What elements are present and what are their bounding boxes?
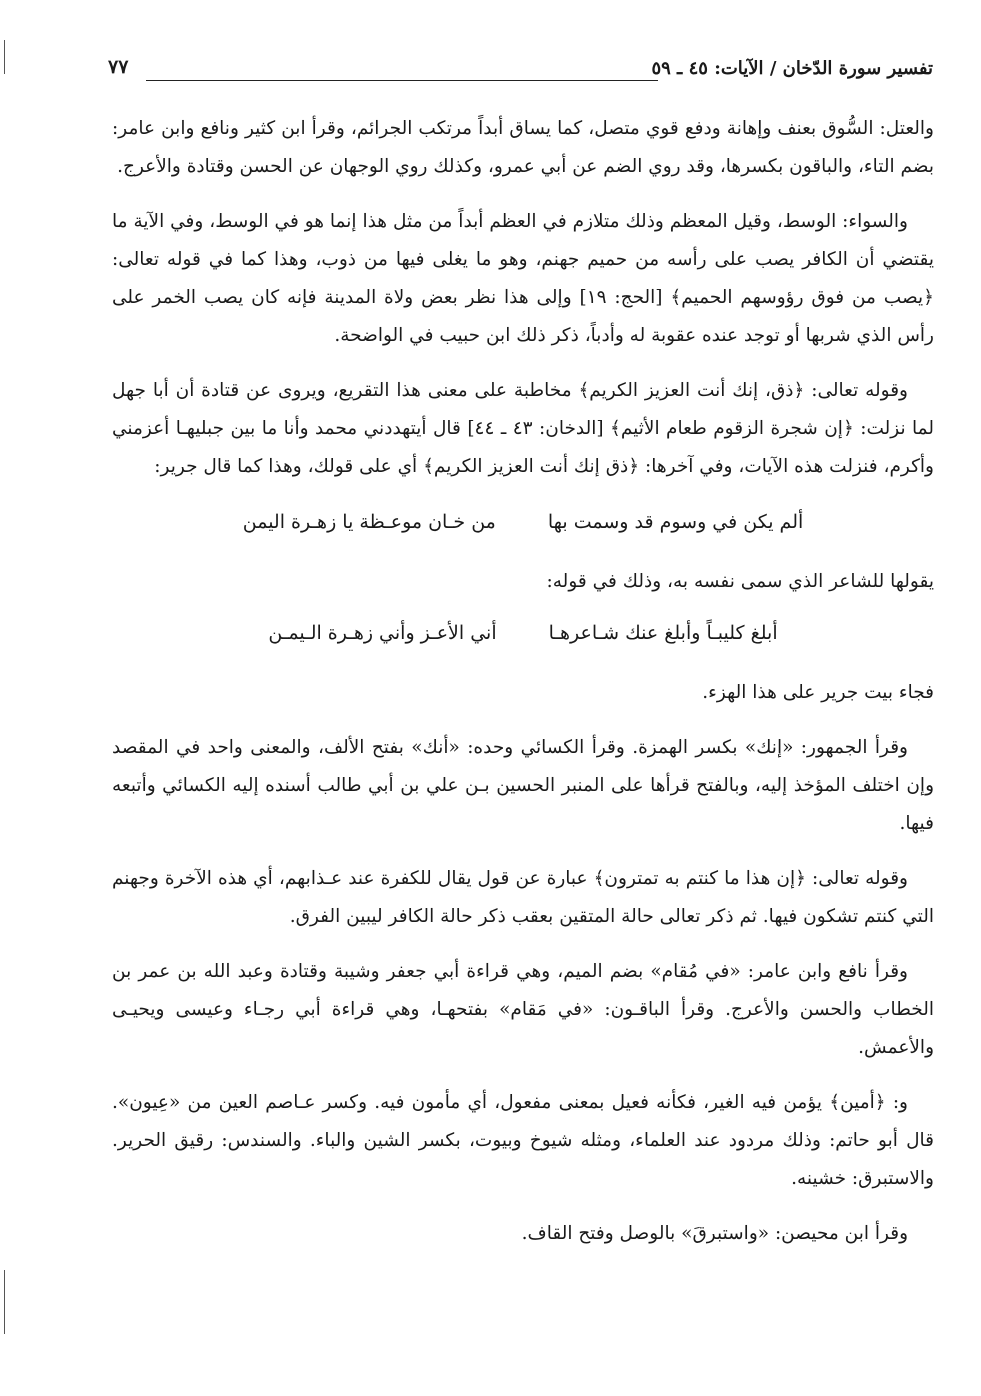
verse-2 [112, 614, 934, 652]
margin-mark-top [4, 40, 5, 74]
margin-mark-bottom [4, 1270, 5, 1334]
verse-2-second-hemistich: أني الأعـز وأني زهـرة الـيمـن [268, 622, 497, 644]
paragraph-8: وقرأ نافع وابن عامر: «في مُقام» بضم الميم، وهي قراءة أبي جعفر وشيبة وقتادة وعبد الله بن عمر بن الخطاب والحسن والأعرج. وقرأ الباقـون: «في مَقام» بفتحهـا، وهي قراءة أبي رجـاء وعيسى ويحيـى والأعمش. [112, 961, 934, 1058]
paragraph-2: والسواء: الوسط، وقيل المعظم وذلك متلازم في العظم أبداً من مثل هذا إنما هو في الوسط، وفي الآية ما يقتضي أن الكافر يصب على رأسه من حميم جهنم، وهو ما يغلى فيها من ذوب، وهذا كما في قوله تعالى: ﴿يصب من فوق رؤوسهم الحميم﴾ [الحج: ١٩] وإلى هذا نظر بعض ولاة المدينة فإنه كان يصب الخمر على رأس الذي شربها أو توجد عنده عقوبة له وأدباً، ذكر ذلك ابن حبيب في الواضحة. [112, 211, 934, 346]
paragraph-4: يقولها للشاعر الذي سمى نفسه به، وذلك في قوله: [546, 571, 934, 592]
verse-1-first-hemistich: ألم يكن في وسوم قد وسمت بها [547, 511, 804, 533]
paragraph-9: و: ﴿أمين﴾ يؤمن فيه الغير، فكأنه فعيل بمعنى مفعول، أي مأمون فيه. وكسر عـاصم العين من «عِيون». قال أبو حاتم: وذلك مردود عند العلماء، ومثله شيوخ وبيوت، بكسر الشين والباء. والسندس: رقيق الحرير. والاستبرق: خشينه. [112, 1092, 934, 1189]
paragraph-7: وقوله تعالى: ﴿إن هذا ما كنتم به تمترون﴾ عبارة عن قول يقال للكفرة عند عـذابهم، أي هذه الآخرة وجهنم التي كنتم تشكون فيها. ثم ذكر تعالى حالة المتقين بعقب ذكر حالة الكافر ليبين الفرق. [112, 868, 934, 927]
paragraph-5: فجاء بيت جرير على هذا الهزء. [702, 682, 934, 703]
main-text [112, 110, 934, 1270]
paragraph-6: وقرأ الجمهور: «إنك» بكسر الهمزة. وقرأ الكسائي وحده: «أنك» بفتح الألف، والمعنى واحد في المقصد وإن اختلف المؤخذ إليه، وبالفتح قرأها على المنبر الحسين بـن علي بن أبي طالب أسنده إليه الكسائي وأتبعه فيها. [112, 737, 934, 834]
verse-1-second-hemistich: من خـان موعـظة يا زهـرة اليمن [242, 511, 496, 533]
header-rule [146, 80, 658, 81]
verse-2-first-hemistich: أبلغ كليبـاً وأبلغ عنك شـاعرهـا [548, 622, 778, 644]
paragraph-10: وقرأ ابن محيصن: «واستبرقَ» بالوصل وفتح القاف. [521, 1223, 908, 1244]
page-number: ٧٧ [108, 56, 129, 78]
running-title: تفسير سورة الدّخان / الآيات: ٤٥ ـ ٥٩ [651, 58, 933, 79]
paragraph-1: والعتل: السُّوق بعنف وإهانة ودفع قوي متصل، كما يساق أبداً مرتكب الجرائم، وقرأ ابن كثير ونافع وابن عامر: بضم التاء، والباقون بكسرها، وقد روي الضم عن أبي عمرو، وكذلك روي الوجهان عن الحسن وقتادة والأعرج. [112, 118, 934, 177]
verse-1 [112, 503, 934, 541]
page-header [108, 58, 933, 92]
paragraph-3: وقوله تعالى: ﴿ذق، إنك أنت العزيز الكريم﴾ مخاطبة على معنى هذا التقريع، ويروى عن قتادة أن أبا جهل لما نزلت: ﴿إن شجرة الزقوم طعام الأثيم﴾ [الدخان: ٤٣ ـ ٤٤] قال أيتهددني محمد وأنا ما بين جبليهـا أعزمني وأكرم، فنزلت هذه الآيات، وفي آخرها: ﴿ذق إنك أنت العزيز الكريم﴾ أي على قولك، وهذا كما قال جرير: [112, 380, 934, 477]
